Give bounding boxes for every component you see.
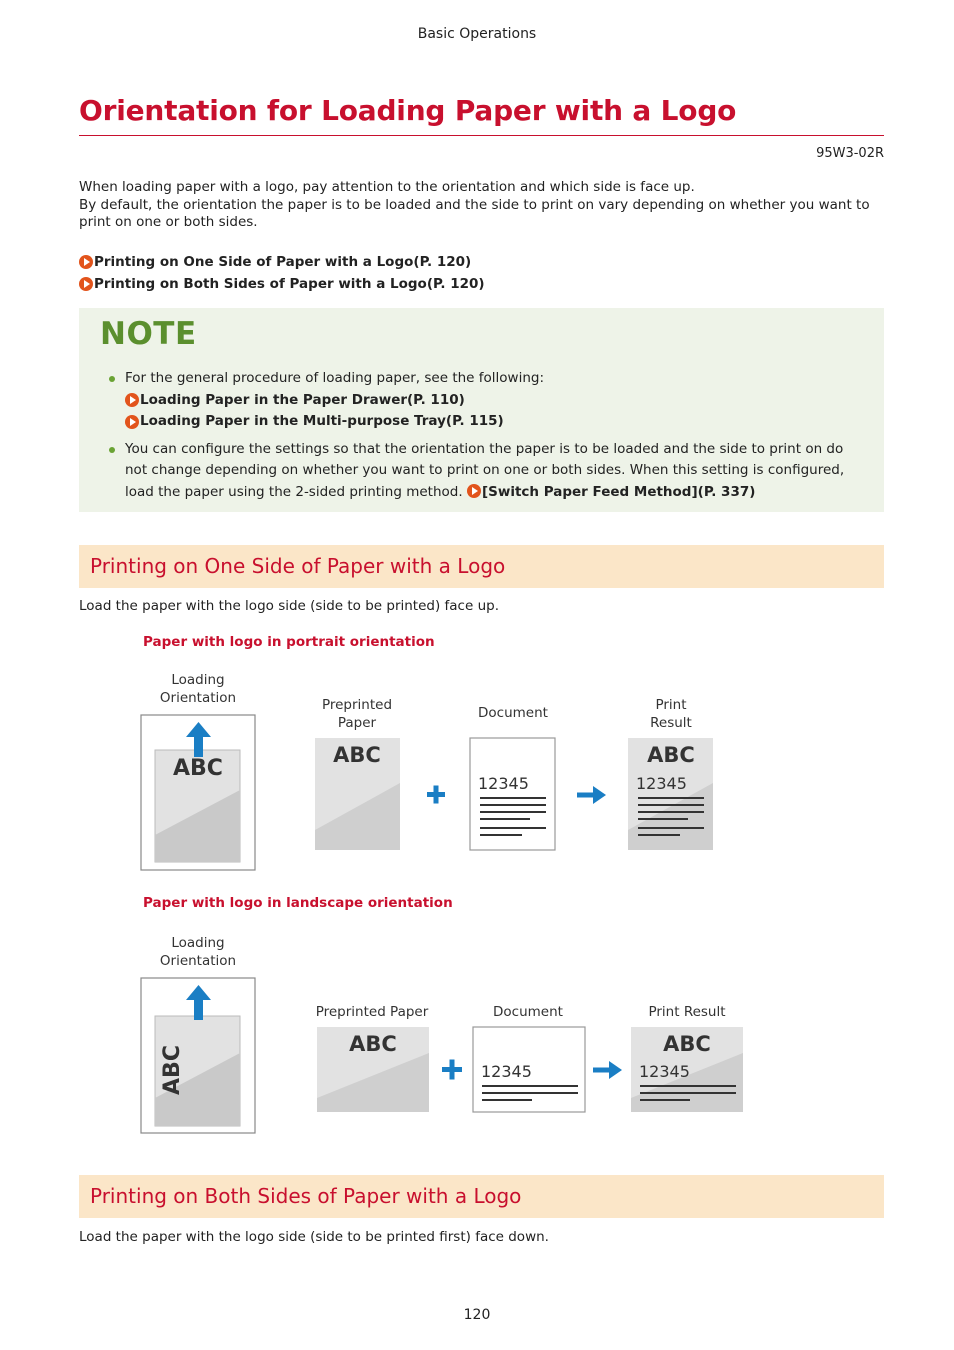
fig1-document-paper <box>470 738 555 850</box>
page-title: Orientation for Loading Paper with a Logo <box>79 94 737 127</box>
link-both-sides-label: Printing on Both Sides of Paper with a Logo(P. 120) <box>94 276 485 292</box>
document-id: 95W3-02R <box>816 146 884 161</box>
page-number: 120 <box>463 1307 491 1323</box>
link-one-side[interactable] <box>79 251 485 273</box>
arrow-right-circle-icon <box>79 277 93 291</box>
link-switch-paper-feed[interactable] <box>467 484 755 500</box>
fig1-orientation-label: Orientation <box>159 690 237 706</box>
section-heading-both-sides-text: Printing on Both Sides of Paper with a Logo <box>90 1184 522 1208</box>
fig2-document-label: Document <box>493 1004 563 1020</box>
fig1-plus-icon <box>427 786 445 804</box>
bullet-icon <box>109 376 115 382</box>
intro-line-2: By default, the orientation the paper is to be loaded and the side to print on vary depending on whether you want to print on one or both sides. <box>79 196 870 230</box>
section-both-sides-text: Load the paper with the logo side (side to be printed first) face down. <box>79 1229 549 1245</box>
note-item-general-procedure <box>107 368 867 433</box>
fig2-preprinted-paper-label: Preprinted Paper <box>315 1004 429 1020</box>
link-paper-drawer[interactable] <box>125 390 867 412</box>
section-heading-one-side <box>79 545 884 588</box>
landscape-orientation-figure <box>135 928 755 1138</box>
fig1-result-label: Result <box>650 715 692 731</box>
fig1-result-number: 12345 <box>636 774 687 793</box>
fig1-result-logo: ABC <box>647 743 695 767</box>
note-title: NOTE <box>100 316 197 352</box>
note-box <box>79 308 884 512</box>
link-switch-paper-feed-label: [Switch Paper Feed Method](P. 337) <box>481 483 756 500</box>
arrow-right-circle-icon <box>467 484 481 498</box>
fig2-loading-label: Loading <box>171 935 225 951</box>
fig2-preprinted-logo: ABC <box>349 1032 397 1056</box>
arrow-right-circle-icon <box>125 415 139 429</box>
fig1-preprinted-label: Preprinted <box>321 697 393 713</box>
fig2-right-arrow-icon <box>593 1061 622 1079</box>
fig2-document-number: 12345 <box>481 1062 532 1081</box>
fig1-document-label: Document <box>478 705 548 721</box>
link-paper-drawer-label: Loading Paper in the Paper Drawer(P. 110) <box>140 391 465 408</box>
arrow-right-circle-icon <box>79 255 93 269</box>
note-item-switch-feed <box>107 439 867 504</box>
fig2-print-result-label: Print Result <box>648 1004 726 1020</box>
portrait-heading: Paper with logo in portrait orientation <box>143 634 435 650</box>
note-item-2-text: You can configure the settings so that the orientation the paper is to be loaded and the side to print on do not change depending on whether you want to print on one or both sides. When this setting is configured, load the paper using the 2-sided printing method. <box>125 440 845 500</box>
note-item-1-text: For the general procedure of loading paper, see the following: <box>125 370 545 386</box>
landscape-heading: Paper with logo in landscape orientation <box>143 895 453 911</box>
fig1-print-label: Print <box>655 697 687 713</box>
section-heading-both-sides <box>79 1175 884 1218</box>
section-links <box>79 251 485 295</box>
section-heading-one-side-text: Printing on One Side of Paper with a Logo <box>90 554 506 578</box>
arrow-right-circle-icon <box>125 393 139 407</box>
running-header: Basic Operations <box>417 26 537 42</box>
fig2-plus-icon <box>442 1060 462 1080</box>
link-multipurpose-tray[interactable] <box>125 411 867 433</box>
intro-text <box>79 179 884 232</box>
intro-line-1: When loading paper with a logo, pay attention to the orientation and which side is face up. <box>79 179 695 195</box>
fig2-result-logo: ABC <box>663 1032 711 1056</box>
fig1-loading-label: Loading <box>171 672 225 688</box>
fig1-right-arrow-icon <box>577 786 606 804</box>
fig1-tray-logo: ABC <box>173 756 223 781</box>
section-one-side-text: Load the paper with the logo side (side to be printed) face up. <box>79 598 499 614</box>
link-one-side-label: Printing on One Side of Paper with a Logo(P. 120) <box>94 254 472 270</box>
fig2-result-number: 12345 <box>639 1062 690 1081</box>
link-both-sides[interactable] <box>79 273 485 295</box>
link-multipurpose-tray-label: Loading Paper in the Multi-purpose Tray(P. 115) <box>140 413 504 429</box>
note-list <box>107 368 867 503</box>
fig1-preprinted-logo: ABC <box>333 743 381 767</box>
fig2-tray-logo: ABC <box>160 1045 185 1095</box>
fig1-paper-label: Paper <box>337 715 377 731</box>
fig1-document-number: 12345 <box>478 774 529 793</box>
fig2-orientation-label: Orientation <box>159 953 237 969</box>
bullet-icon <box>109 447 115 453</box>
portrait-orientation-figure <box>135 665 735 875</box>
title-divider <box>79 135 884 136</box>
